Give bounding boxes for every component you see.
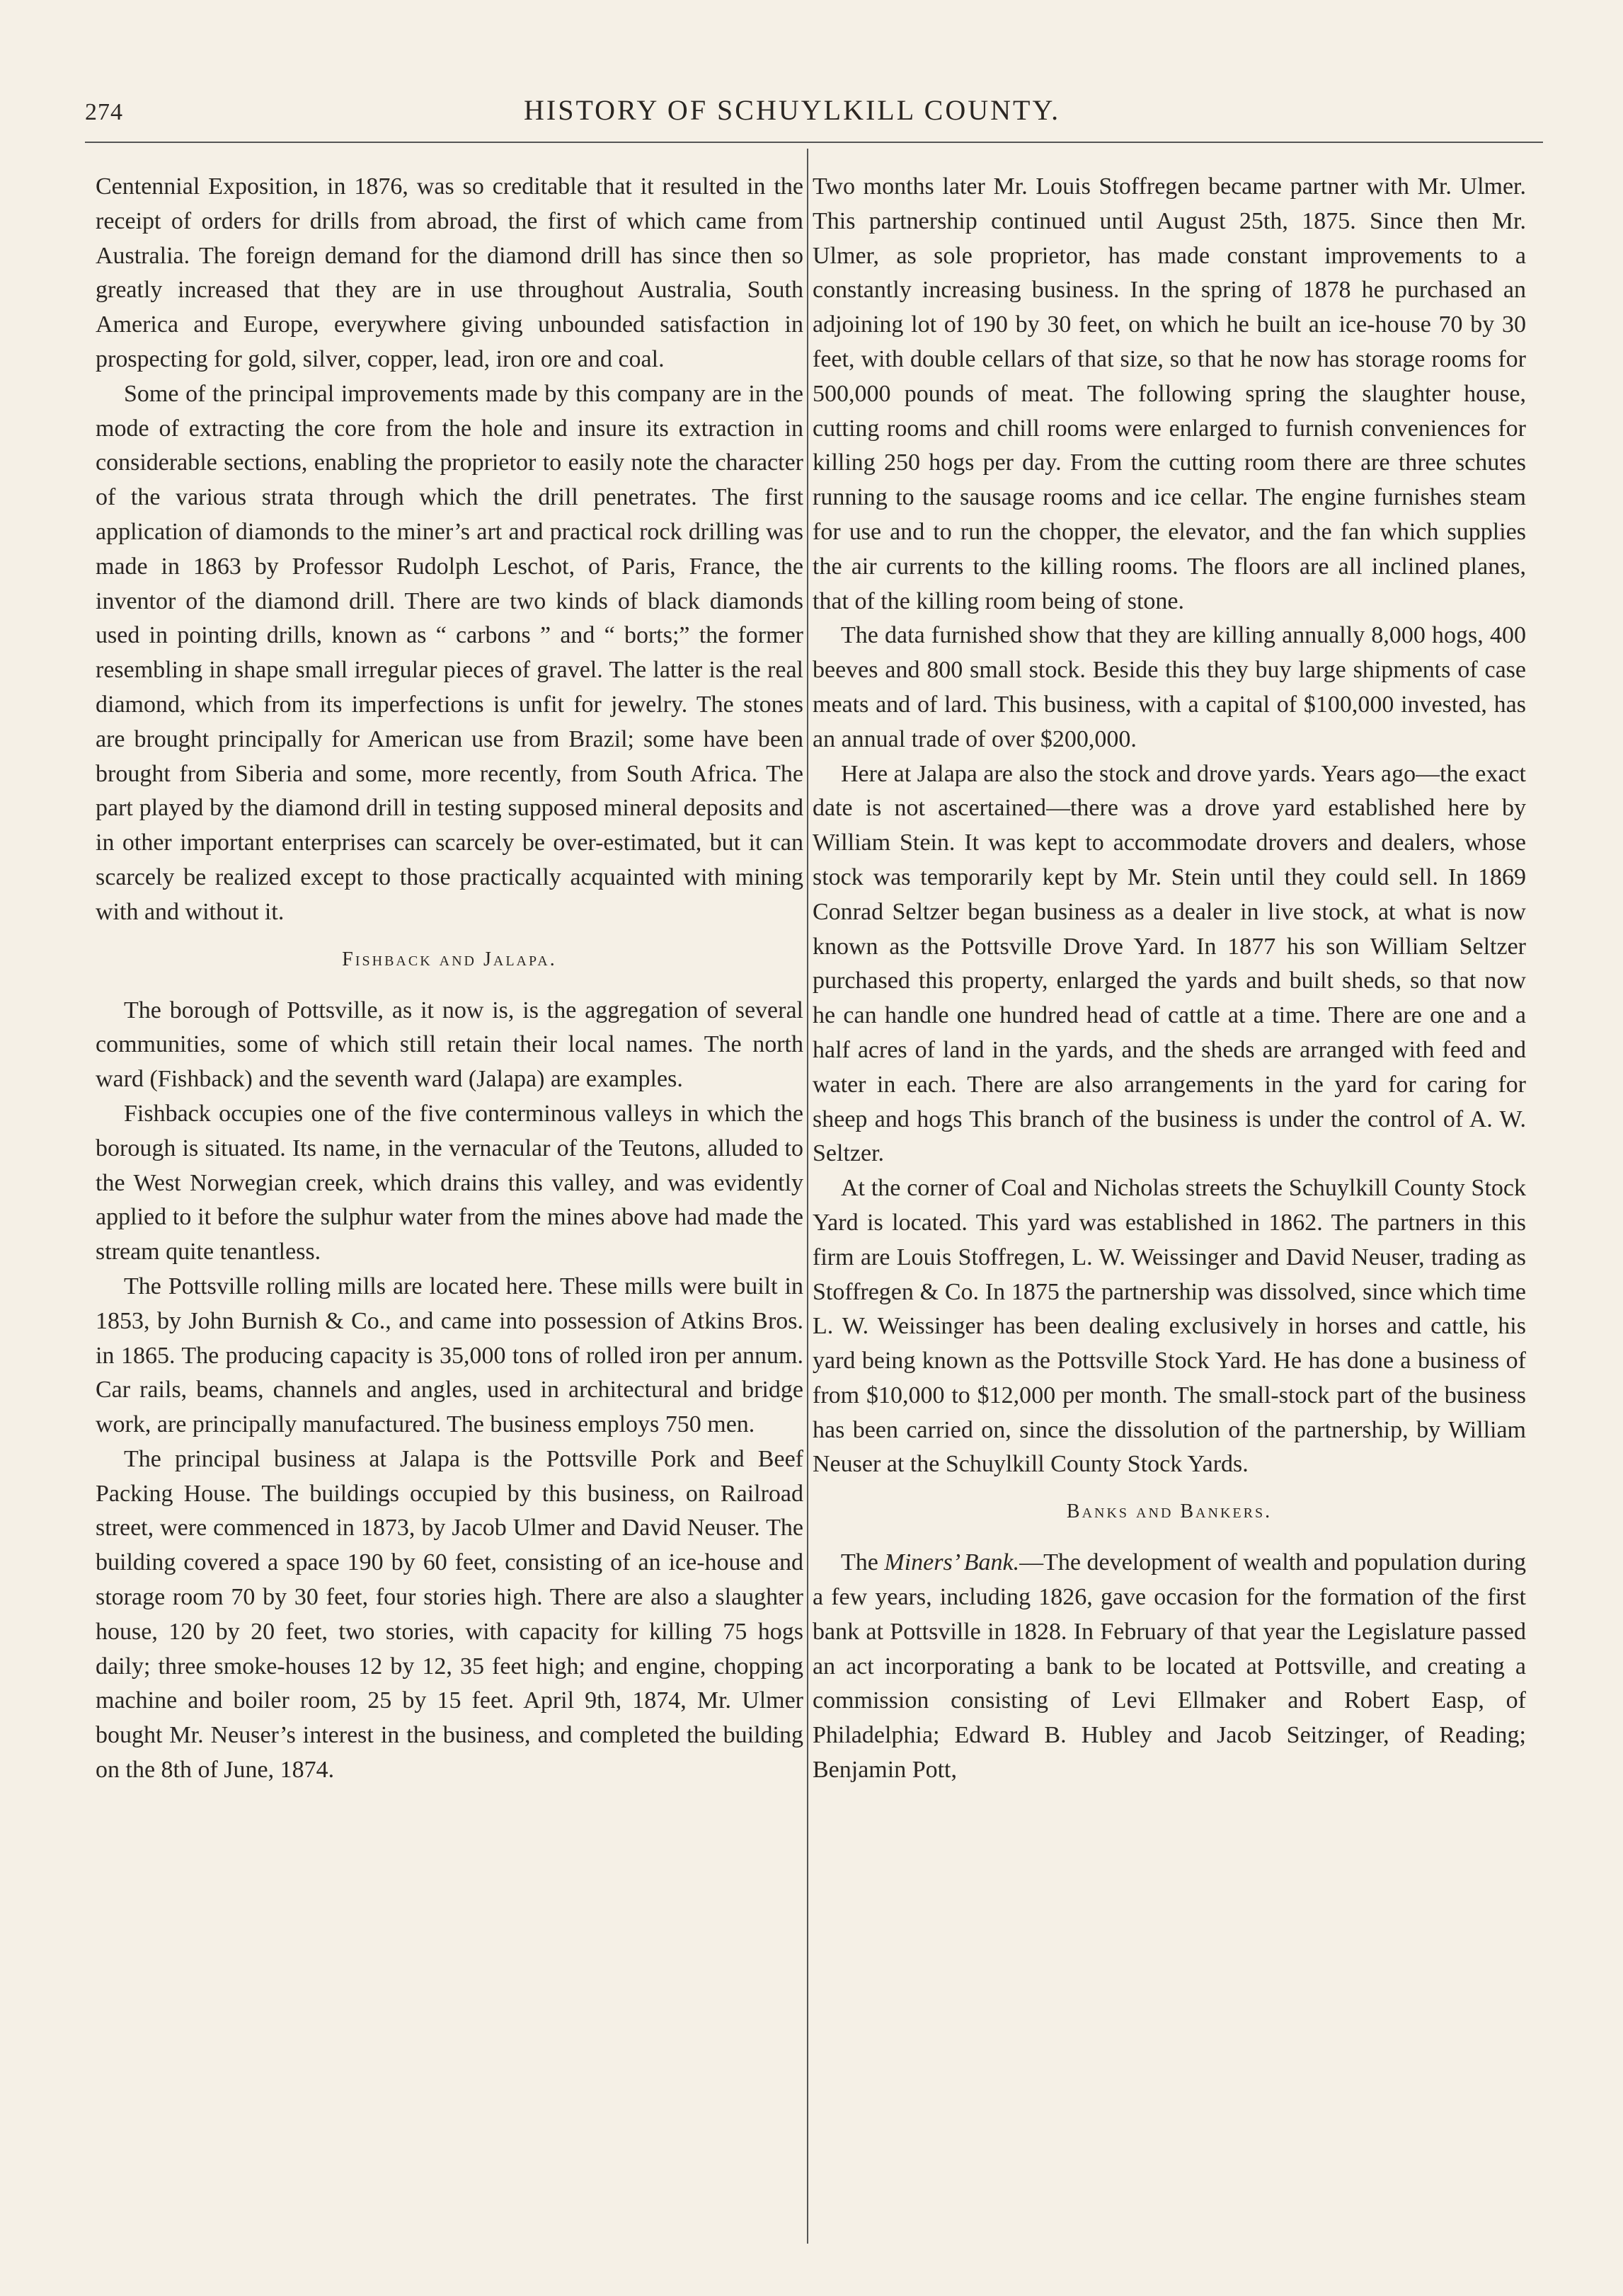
paragraph: Centennial Exposition, in 1876, was so creditable that it resulted in the receipt of orders for drills from abroad, the first of which came from Australia. The foreign demand for the diamond drill has since then so greatly increased that they are in use throughout Australia, South America and Europe, everywhere giving unbounded satisfaction in prospecting for gold, silver, copper, lead, iron ore and coal. [96,173,803,372]
paragraph-body: —The development of wealth and population during a few years, including 1826, gave occasion for the formation of the first bank at Pottsville in 1828. In February of that year the Legislature passed an act incorporating a bank to be located at Pottsville, and creating a commission consisting of Levi Ellmaker and Robert Easp, of Philadelphia; Edward B. Hubley and Jacob Seitzinger, of Reading; Benjamin Pott, [813,1549,1526,1784]
paragraph: Here at Jalapa are also the stock and drove yards. Years ago—the exact date is not ascertained—there was a drove yard established here by William Stein. It was kept to accommodate drovers and dealers, whose stock was temporarily kept by Mr. Stein until they could sell. In 1869 Conrad Seltzer began business as a dealer in live stock, at what is now known as the Pottsville Drove Yard. In 1877 his son William Seltzer purchased this property, enlarged the yards and built sheds, so that now he can handle one hundred head of cattle at a time. There are one and a half acres of land in the yards, and the sheds are arranged with feed and water in each. There are also arrangements in the yard for caring for sheep and hogs This branch of the business is under the control of A. W. Seltzer. [813,760,1526,1167]
paragraph: The borough of Pottsville, as it now is, is the aggregation of several communities, some of which still retain their local names. The north ward (Fishback) and the seventh ward (Jalapa) are examples. [96,997,803,1093]
paragraph: At the corner of Coal and Nicholas streets the Schuylkill County Stock Yard is located. This yard was established in 1862. The partners in this firm are Louis Stoffregen, L. W. Weissinger and David Neuser, trading as Stoffregen & Co. In 1875 the partnership was dissolved, since which time L. W. Weissinger has been dealing exclusively in horses and cattle, his yard being known as the Pottsville Stock Yard. He has done a business of from $10,000 to $12,000 per month. The small-stock part of the business has been carried on, since the dissolution of the partnership, by William Neuser at the Schuylkill County Stock Yards. [813,1175,1526,1478]
page-number: 274 [85,99,123,125]
paragraph: Fishback occupies one of the five conterminous valleys in which the borough is situated. Its name, in the vernacular of the Teutons, alluded to the West Norwegian creek, which drains this valley, and was evidently applied to it before the sulphur water from the mines above had made the stream quite tenantless. [96,1100,803,1265]
left-column [96,170,803,1788]
column-divider [807,149,808,2244]
paragraph: The principal business at Jalapa is the Pottsville Pork and Beef Packing House. The buildings occupied by this business, on Railroad street, were commenced in 1873, by Jacob Ulmer and David Neuser. The building covered a space 190 by 60 feet, consisting of an ice-house and storage room 70 by 30 feet, four stories high. There are also a slaughter house, 120 by 20 feet, two stories, with capacity for killing 75 hogs daily; three smoke-houses 12 by 12, 35 feet high; and engine, chopping machine and boiler room, 25 by 15 feet. April 9th, 1874, Mr. Ulmer bought Mr. Neuser’s interest in the business, and completed the building on the 8th of June, 1874. [96,1445,803,1784]
bank-name: Miners’ Bank. [884,1549,1020,1576]
running-title: HISTORY OF SCHUYLKILL COUNTY. [524,94,1061,126]
page-header [85,85,1543,142]
section-heading-banks-bankers: Banks and Bankers. [1066,1500,1273,1523]
paragraph-miners-bank [813,1546,1526,1788]
header-rule [85,142,1543,143]
section-heading-fishback-jalapa: Fishback and Jalapa. [342,948,557,970]
paragraph-lead: The [841,1549,885,1576]
paragraph: Some of the principal improvements made by this company are in the mode of extracting the core from the hole and insure its extraction in considerable sections, enabling the proprietor to easily note the character of the various strata through which the drill penetrates. The first application of diamonds to the miner’s art and practical rock drilling was made in 1863 by Professor Rudolph Leschot, of Paris, France, the inventor of the diamond drill. There are two kinds of black diamonds used in pointing drills, known as “ carbons ” and “ borts;” the former resembling in shape small irregular pieces of gravel. The latter is the real diamond, which from its imperfections is unfit for jewelry. The stones are brought principally for American use from Brazil; some have been brought from Siberia and some, more recently, from South Africa. The part played by the diamond drill in testing supposed mineral deposits and in other important enterprises can scarcely be over-estimated, but it can scarcely be realized except to those practically acquainted with mining with and without it. [96,380,803,925]
paragraph: Two months later Mr. Louis Stoffregen became partner with Mr. Ulmer. This partnership continued until August 25th, 1875. Since then Mr. Ulmer, as sole proprietor, has made constant improvements to a constantly increasing business. In the spring of 1878 he purchased an adjoining lot of 190 by 30 feet, on which he built an ice-house 70 by 30 feet, with double cellars of that size, so that he now has storage rooms for 500,000 pounds of meat. The following spring the slaughter house, cutting rooms and chill rooms were enlarged to furnish conveniences for killing 250 hogs per day. From the cutting room there are three schutes running to the sausage rooms and ice cellar. The engine furnishes steam for use and to run the chopper, the elevator, and the fan which supplies the air currents to the killing rooms. The floors are all inclined planes, that of the killing room being of stone. [813,173,1526,614]
right-column [813,170,1526,1788]
paragraph: The data furnished show that they are killing annually 8,000 hogs, 400 beeves and 800 small stock. Beside this they buy large shipments of case meats and of lard. This business, with a capital of $100,000 invested, has an annual trade of over $200,000. [813,622,1526,752]
paragraph: The Pottsville rolling mills are located here. These mills were built in 1853, by John Burnish & Co., and came into possession of Atkins Bros. in 1865. The producing capacity is 35,000 tons of rolled iron per annum. Car rails, beams, channels and angles, used in architectural and bridge work, are principally manufactured. The business employs 750 men. [96,1273,803,1438]
